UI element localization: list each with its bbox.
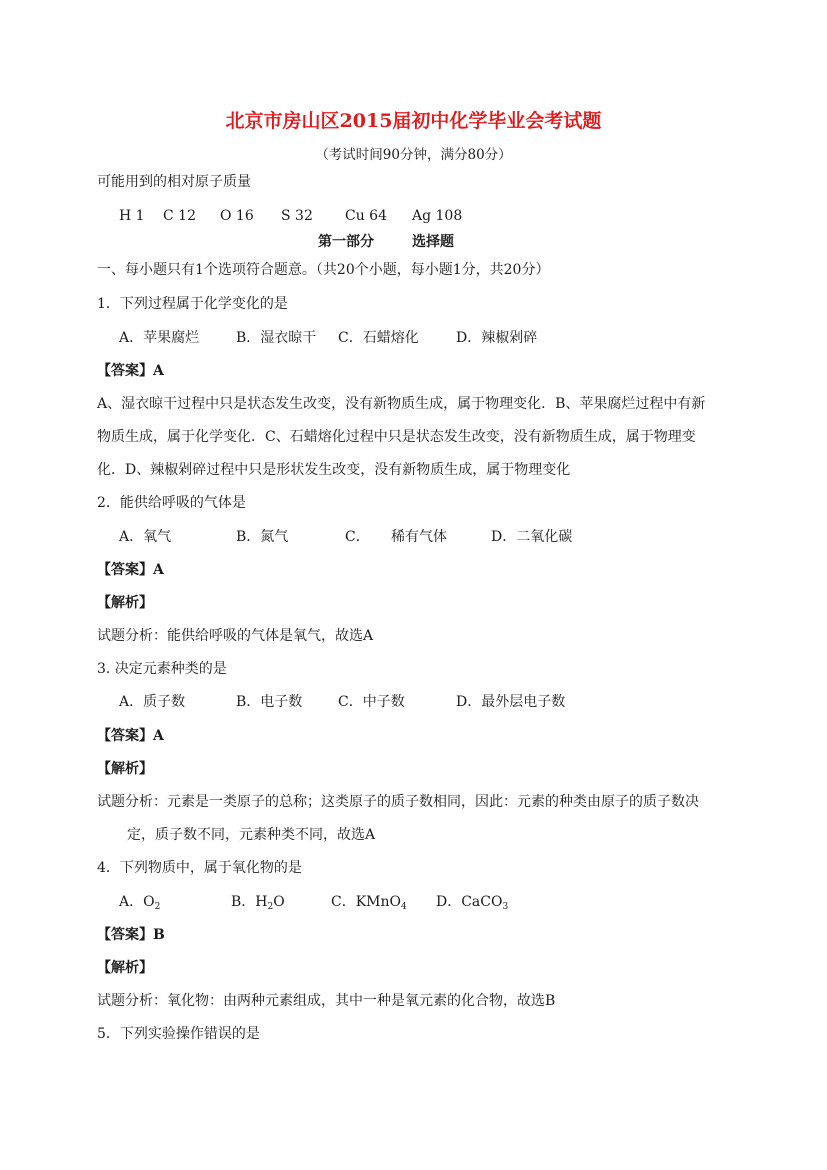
section-part-heading: 第一部分 [318, 234, 374, 250]
question-4-analysis-label: 【解析】 [97, 960, 153, 976]
page-title: 北京市房山区2015届初中化学毕业会考试题 [225, 110, 602, 132]
question-1-explanation-line: A、湿衣晾干过程中只是状态发生改变，没有新物质生成，属于物理变化．B、苹果腐烂过程中有新 [97, 396, 706, 412]
question-1-option-a: A．苹果腐烂 [119, 330, 200, 346]
question-4-explanation-line: 试题分析：氧化物：由两种元素组成，其中一种是氧元素的化合物，故选B [97, 993, 556, 1009]
question-2-option-c-text: 稀有气体 [391, 529, 447, 545]
question-1-stem: 1．下列过程属于化学变化的是 [97, 296, 288, 312]
question-1-explanation-line: 物质生成，属于化学变化．C、石蜡熔化过程中只是状态发生改变，没有新物质生成，属于物理变 [97, 429, 696, 445]
question-2-option-c-label: C． [345, 529, 370, 545]
question-4-stem: 4．下列物质中，属于氧化物的是 [97, 860, 302, 876]
atomic-mass-item: S 32 [281, 208, 313, 224]
exam-time-note: （考试时间90分钟，满分80分） [315, 147, 512, 163]
question-3-option-c: C．中子数 [338, 694, 405, 710]
section-instruction: 一、每小题只有1个选项符合题意。（共20个小题，每小题1分，共20分） [97, 262, 550, 278]
question-3-option-d: D．最外层电子数 [456, 694, 566, 710]
question-5-stem: 5．下列实验操作错误的是 [97, 1026, 260, 1042]
atomic-mass-item: Ag 108 [412, 208, 463, 224]
question-3-stem: 3. 决定元素种类的是 [97, 661, 227, 677]
question-4-option-c: C．KMnO$_4$ [331, 894, 407, 912]
atomic-mass-item: H 1 [119, 208, 145, 224]
atomic-mass-label: 可能用到的相对原子质量 [97, 174, 251, 190]
question-2-option-d: D．二氧化碳 [491, 529, 573, 545]
question-4-option-d: D．CaCO$_3$ [436, 894, 509, 912]
question-2-option-a: A．氧气 [119, 529, 172, 545]
question-1-option-c: C．石蜡熔化 [338, 330, 419, 346]
question-1-answer: 【答案】A [97, 363, 164, 379]
question-2-stem: 2．能供给呼吸的气体是 [97, 495, 246, 511]
question-1-option-d: D．辣椒剁碎 [456, 330, 538, 346]
question-4-answer: 【答案】B [97, 927, 165, 943]
question-3-option-a: A．质子数 [119, 694, 186, 710]
atomic-mass-item: O 16 [220, 208, 254, 224]
question-2-answer: 【答案】A [97, 562, 164, 578]
atomic-mass-item: Cu 64 [345, 208, 387, 224]
question-3-explanation-line: 定，质子数不同，元素种类不同，故选A [127, 827, 376, 843]
question-2-analysis-label: 【解析】 [97, 595, 153, 611]
question-1-option-b: B．湿衣晾干 [236, 330, 317, 346]
question-3-explanation-line: 试题分析：元素是一类原子的总称；这类原子的质子数相同，因此：元素的种类由原子的质子数决 [97, 794, 699, 810]
question-4-option-a: A．$O_2$ [119, 894, 161, 912]
question-3-option-b: B．电子数 [236, 694, 303, 710]
question-3-analysis-label: 【解析】 [97, 761, 153, 777]
question-2-option-b: B．氮气 [236, 529, 289, 545]
question-4-option-b: B．$H_2O$ [231, 894, 285, 912]
question-2-explanation-line: 试题分析：能供给呼吸的气体是氧气，故选A [97, 628, 374, 644]
atomic-mass-item: C 12 [163, 208, 196, 224]
section-name-heading: 选择题 [412, 234, 454, 250]
question-1-explanation-line: 化．D、辣椒剁碎过程中只是形状发生改变，没有新物质生成，属于物理变化 [97, 462, 571, 478]
question-3-answer: 【答案】A [97, 728, 164, 744]
